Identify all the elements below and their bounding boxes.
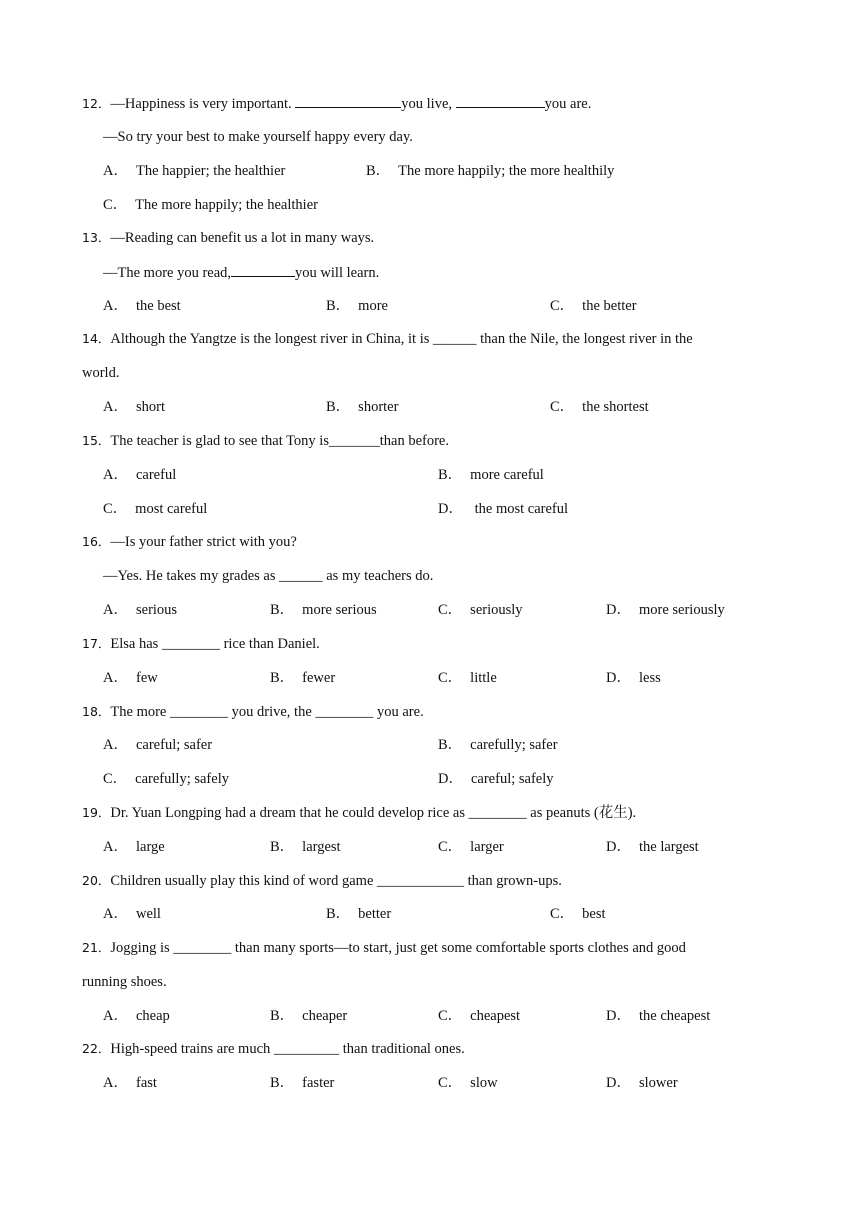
answer-blank (456, 93, 545, 108)
option-letter: D． (606, 1008, 631, 1024)
option-letter: B． (270, 602, 295, 618)
question-18-option-c (103, 769, 229, 789)
option-letter: A． (103, 1008, 128, 1024)
option-text: larger (470, 839, 504, 855)
question-14-stem-cont: world. (82, 365, 120, 381)
question-15-stem (82, 431, 449, 451)
option-text: more (358, 298, 388, 314)
option-text: seriously (470, 602, 523, 618)
option-text: largest (302, 839, 341, 855)
stem-text: The more ________ you drive, the ________ you are. (110, 704, 424, 720)
question-19-option-c (438, 837, 504, 857)
stem-text: Children usually play this kind of word game ____________ than grown-ups. (110, 873, 562, 889)
option-letter: B． (270, 1008, 295, 1024)
question-12-option-c (103, 195, 318, 215)
question-22-option-c (438, 1073, 498, 1093)
option-text: serious (135, 602, 178, 618)
question-21-stem-cont: running shoes. (82, 974, 167, 990)
question-17-option-d (606, 668, 661, 688)
option-letter: B． (270, 670, 295, 686)
option-text: the better (582, 298, 637, 314)
option-text: more seriously (638, 602, 725, 618)
option-letter: C． (103, 197, 128, 213)
question-number: 20． (82, 873, 111, 888)
option-letter: C． (438, 1075, 463, 1091)
option-letter: C． (438, 839, 463, 855)
question-19-option-a (103, 837, 165, 857)
question-20-option-c (550, 904, 606, 924)
question-13-option-b (326, 296, 388, 316)
stem-text: —Is your father strict with you? (110, 534, 297, 550)
question-18-option-a (103, 735, 212, 755)
option-letter: D． (438, 501, 463, 517)
option-text: the most careful (470, 501, 569, 517)
option-letter: B． (326, 298, 351, 314)
option-text: faster (302, 1075, 335, 1091)
option-letter: A． (103, 737, 128, 753)
option-letter: A． (103, 602, 128, 618)
option-letter: C． (438, 602, 463, 618)
question-number: 22． (82, 1041, 111, 1056)
option-text: less (638, 670, 661, 686)
option-text: careful; safer (135, 737, 213, 753)
option-text: well (135, 906, 161, 922)
question-20-option-b (326, 904, 391, 924)
option-text: fewer (302, 670, 336, 686)
question-17-stem (82, 634, 320, 654)
question-17-option-a (103, 668, 158, 688)
option-text: slow (470, 1075, 498, 1091)
option-text: little (470, 670, 497, 686)
question-15-option-a (103, 465, 176, 485)
stem-text: Although the Yangtze is the longest river in China, it is ______ than the Nile, the longest river in the (110, 331, 693, 347)
question-number: 12． (82, 96, 111, 111)
option-letter: A． (103, 163, 128, 179)
answer-blank (295, 93, 401, 108)
option-text: best (582, 906, 606, 922)
option-letter: D． (438, 771, 463, 787)
option-text: carefully; safer (470, 737, 558, 753)
question-12-stem (82, 93, 591, 114)
option-letter: C． (438, 1008, 463, 1024)
option-letter: C． (438, 670, 463, 686)
option-letter: A． (103, 839, 128, 855)
question-16-option-c (438, 600, 523, 620)
question-17-option-c (438, 668, 497, 688)
option-letter: A． (103, 399, 128, 415)
option-letter: B． (326, 399, 351, 415)
option-text: careful (135, 467, 177, 483)
option-letter: C． (550, 298, 575, 314)
option-letter: B． (270, 1075, 295, 1091)
option-text: few (135, 670, 158, 686)
question-21-option-a (103, 1006, 170, 1026)
option-text: short (135, 399, 165, 415)
option-letter: C． (103, 771, 128, 787)
question-number: 14． (82, 331, 111, 346)
option-letter: A． (103, 467, 128, 483)
option-text: the cheapest (638, 1008, 711, 1024)
question-13-stem (82, 228, 374, 248)
question-16-option-d (606, 600, 725, 620)
option-letter: B． (270, 839, 295, 855)
stem-text: Jogging is ________ than many sports—to start, just get some comfortable sports clothes and good (110, 940, 686, 956)
stem-text: The teacher is glad to see that Tony is_______than before. (110, 433, 449, 449)
question-number: 19． (82, 805, 111, 820)
option-text: shorter (358, 399, 399, 415)
option-letter: A． (103, 298, 128, 314)
question-number: 15． (82, 433, 111, 448)
option-text: fast (135, 1075, 157, 1091)
option-letter: A． (103, 670, 128, 686)
question-number: 21． (82, 940, 111, 955)
option-text: better (358, 906, 392, 922)
option-letter: B． (438, 737, 463, 753)
question-12-option-a (103, 161, 285, 181)
question-20-option-a (103, 904, 161, 924)
option-letter: D． (606, 602, 631, 618)
question-number: 13． (82, 230, 111, 245)
option-letter: D． (606, 839, 631, 855)
question-17-option-b (270, 668, 335, 688)
option-letter: A． (103, 1075, 128, 1091)
option-text: more careful (470, 467, 544, 483)
option-letter: B． (438, 467, 463, 483)
option-text: The more happily; the healthier (135, 197, 318, 213)
option-text: more serious (302, 602, 377, 618)
reply-text: —The more you read, (103, 265, 232, 281)
option-text: the best (135, 298, 181, 314)
option-text: slower (638, 1075, 678, 1091)
question-13-option-a (103, 296, 181, 316)
question-21-option-c (438, 1006, 520, 1026)
question-14-option-b (326, 397, 398, 417)
option-text: careful; safely (470, 771, 554, 787)
stem-text: Dr. Yuan Longping had a dream that he could develop rice as ________ as peanuts (花生). (110, 805, 637, 821)
option-letter: C． (103, 501, 128, 517)
question-22-option-b (270, 1073, 334, 1093)
option-letter: C． (550, 906, 575, 922)
option-text: most careful (135, 501, 208, 517)
option-text: cheaper (302, 1008, 348, 1024)
question-12-option-b (366, 161, 614, 181)
stem-text: you are. (544, 96, 592, 112)
question-18-option-d (438, 769, 554, 789)
question-21-option-d (606, 1006, 710, 1026)
question-19-option-d (606, 837, 699, 857)
question-14-stem (82, 329, 693, 349)
question-number: 18． (82, 704, 111, 719)
question-12-reply: —So try your best to make yourself happy every day. (103, 129, 413, 145)
question-19-option-b (270, 837, 341, 857)
question-22-stem (82, 1039, 465, 1059)
answer-blank (231, 262, 295, 277)
stem-text: —Reading can benefit us a lot in many ways. (110, 230, 375, 246)
question-13-reply (103, 262, 379, 283)
option-text: cheapest (470, 1008, 521, 1024)
question-20-stem (82, 871, 562, 891)
question-21-stem (82, 938, 686, 958)
question-15-option-d (438, 499, 568, 519)
reply-text: you will learn. (295, 265, 380, 281)
option-letter: B． (366, 163, 391, 179)
stem-text: you live, (401, 96, 456, 112)
question-22-option-d (606, 1073, 678, 1093)
question-18-option-b (438, 735, 558, 755)
option-letter: D． (606, 670, 631, 686)
question-number: 16． (82, 534, 111, 549)
option-letter: D． (606, 1075, 631, 1091)
question-22-option-a (103, 1073, 157, 1093)
option-text: large (135, 839, 165, 855)
question-18-stem (82, 702, 424, 722)
stem-text: —Happiness is very important. (110, 96, 296, 112)
question-14-option-c (550, 397, 649, 417)
option-letter: C． (550, 399, 575, 415)
question-16-stem (82, 532, 297, 552)
question-number: 17． (82, 636, 111, 651)
option-text: the shortest (582, 399, 649, 415)
option-letter: A． (103, 906, 128, 922)
question-16-option-b (270, 600, 377, 620)
question-16-option-a (103, 600, 177, 620)
question-14-option-a (103, 397, 165, 417)
stem-text: Elsa has ________ rice than Daniel. (110, 636, 320, 652)
question-13-option-c (550, 296, 637, 316)
question-15-option-b (438, 465, 544, 485)
question-19-stem (82, 803, 636, 823)
question-21-option-b (270, 1006, 347, 1026)
option-text: The more happily; the more healthily (398, 163, 615, 179)
question-15-option-c (103, 499, 207, 519)
option-text: the largest (638, 839, 699, 855)
stem-text: High-speed trains are much _________ than traditional ones. (110, 1041, 465, 1057)
option-letter: B． (326, 906, 351, 922)
option-text: carefully; safely (135, 771, 229, 787)
option-text: cheap (135, 1008, 170, 1024)
question-16-reply: —Yes. He takes my grades as ______ as my teachers do. (103, 568, 434, 584)
option-text: The happier; the healthier (135, 163, 286, 179)
